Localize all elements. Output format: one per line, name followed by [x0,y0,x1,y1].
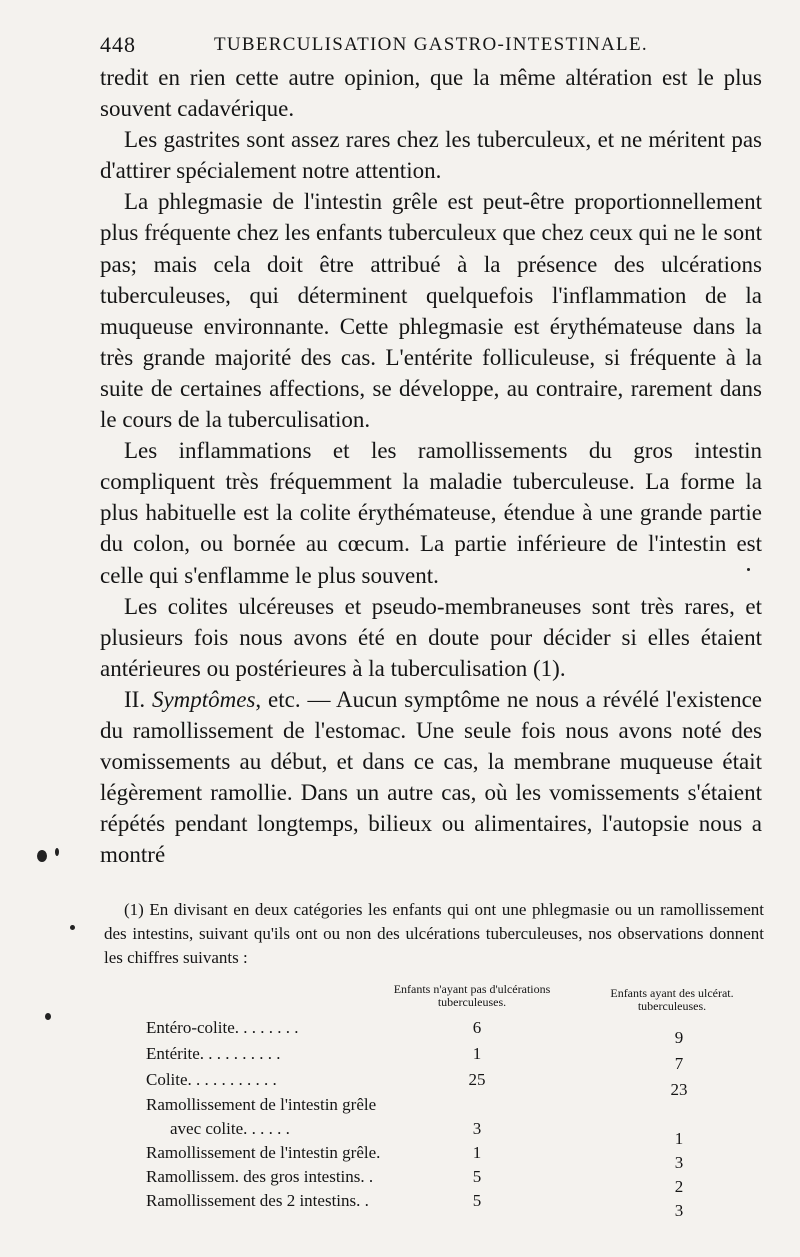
paragraph-4: Les inflammations et les ramollissements du gros intestin compliquent très fréquemment la maladie tuberculeuse. La forme la plus habituelle est la colite érythémateuse, étendue à une grande partie du colon, ou bornée au cœcum. La partie inférieure de l'intestin est celle qui s'enflamme le plus souvent. [100,438,762,588]
value-with: 9 [674,1028,684,1047]
value-without: 5 [472,1191,482,1210]
table-row [146,1167,766,1196]
table-row [146,1095,766,1121]
table-row [146,1044,766,1073]
paragraph-1: tredit en rien cette autre opinion, que la même altération est le plus souvent cadavérique. [100,65,762,122]
ink-speck [747,568,750,571]
section-number: II. [124,686,152,712]
ink-speck [55,848,59,856]
row-label: avec colite. . . . . . [170,1119,290,1138]
paragraph-5: Les colites ulcéreuses et pseudo-membraneuses sont très rares, et plusieurs fois nous avons été en doute pour décider si elles étaient antérieures ou postérieures à la tuberculisation (1). [100,593,762,681]
paragraph-3: La phlegmasie de l'intestin grêle est peut-être proportionnellement plus fréquente chez les enfants tuberculeux que chez ceux qui ne le sont pas; mais cela doit être attribué à la présence des ulcérations tuberculeuses, qui déterminent quelquefois l'inflammation de la muqueuse environnante. Cette phlegmasie est érythémateuse dans la très grande majorité des cas. L'entérite folliculeuse, si fréquente à la suite de certaines affections, se développe, au contraire, rarement dans le cours de la tuberculisation. [100,189,762,433]
row-label: Ramollissement des 2 intestins. . [146,1191,369,1210]
paragraph-6-text: , etc. — Aucun symptôme ne nous a révélé l'existence du ramollissement de l'estomac. Une seule fois nous avons noté des vomissements au début, et dans ce cas, la membrane muqueuse était légèrement ramollie. Dans un autre cas, où les vomissements s'étaient répétés pendant longtemps, bilieux ou alimentaires, l'autopsie nous a montré [100,686,762,868]
value-without: 3 [472,1119,482,1138]
ink-speck [70,925,75,930]
table-row [146,1143,766,1172]
value-with: 23 [670,1080,688,1099]
value-without: 25 [468,1070,486,1089]
value-with: 7 [674,1054,684,1073]
main-text [100,62,762,870]
table-row [146,1119,766,1148]
row-label: Entéro-colite. . . . . . . . [146,1018,299,1037]
ink-speck [37,850,47,862]
table-row [146,1191,766,1220]
page-number: 448 [100,32,136,57]
paragraph-6 [100,684,762,871]
footnote-text: (1) En divisant en deux catégories les enfants qui ont une phlegmasie ou un ramollissement des intestins, suivant qu'ils ont ou non des ulcérations tuberculeuses, nos observations donnent les chiffres suivants : [104,900,764,967]
ink-speck [45,1013,51,1020]
value-with: 3 [674,1153,684,1172]
column-header-with-ulcerations: Enfants ayant des ulcérat. tuberculeuses. [610,986,734,1013]
row-label: Ramollissement de l'intestin grêle. [146,1143,381,1162]
value-with: 3 [674,1201,684,1220]
row-label: Colite. . . . . . . . . . . [146,1070,277,1089]
value-without: 6 [472,1018,482,1037]
value-without: 1 [472,1143,482,1162]
value-without: 1 [472,1044,482,1063]
table-row [146,1070,766,1099]
row-label: Ramollissement de l'intestin grêle [146,1095,377,1114]
table-row [146,1018,766,1047]
running-title: TUBERCULISATION GASTRO-INTESTINALE. [214,34,648,55]
running-header [100,32,760,60]
value-with: 2 [674,1177,684,1196]
column-header-without-ulcerations: Enfants n'ayant pas d'ulcérations tuberculeuses. [393,982,551,1009]
value-with: 1 [674,1129,684,1148]
section-heading: Symptômes [151,686,256,712]
row-label: Ramollissem. des gros intestins. . [146,1167,374,1186]
row-label: Entérite. . . . . . . . . . [146,1044,281,1063]
paragraph-2: Les gastrites sont assez rares chez les tuberculeux, et ne méritent pas d'attirer spécialement notre attention. [100,127,762,184]
footnote [104,898,764,970]
value-without: 5 [472,1167,482,1186]
